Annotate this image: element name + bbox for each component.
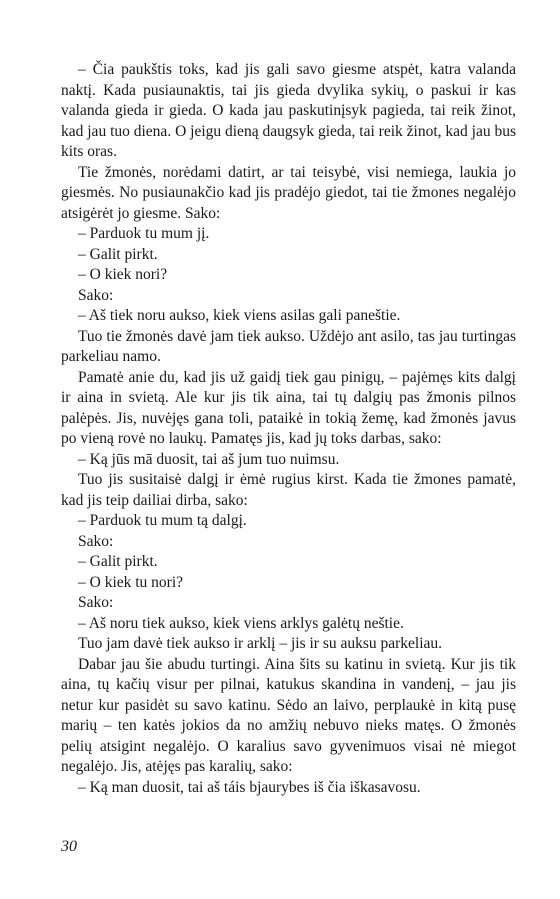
dialog-line: – Parduok tu mum tą dalgį. [78, 512, 247, 529]
dialog-line: – Aš noru tiek aukso, kiek viens arklys galėtų neštie. [78, 614, 404, 632]
paragraph: Tuo tie žmonės davė jam tiek aukso. Uždėjo ant asilo, tas jau turtingas parkeliau namo. [61, 327, 516, 365]
dialog-line: Sako: [78, 532, 114, 550]
dialog-line: – Galit pirkt. [78, 245, 158, 263]
paragraph: Tuo jis susitaisė dalgį ir ėmė rugius kirst. Kada tie žmones pamatė, kad jis teip dailiai dirba, sako: [61, 471, 516, 509]
paragraph: Tie žmonės, norėdami datirt, ar tai teisybė, visi nemiega, laukia jo giesmės. No pusiaunakčio kad jis pradėjo giedot, tai tie žmones negalėjo atsigėrėt jo giesme. Sako: [61, 163, 516, 222]
paragraph: Tuo jam davė tiek aukso ir arklį – jis ir su auksu parkeliau. [78, 635, 443, 652]
paragraph: Pamatė anie du, kad jis už gaidį tiek gau pinigų, – pajėmęs kits dalgį ir aina in svietą. Ale kur jis tik aina, tai tų dalgių pas žmonis pilnos palėpės. Jis, nuvėjęs gana toli, pataikė in tokią žemę, kad žmonės javus po vieną rovė no laukų. Pamatęs jis, kad jų toks darbas, sako: [61, 368, 516, 447]
paragraph: Dabar jau šie abudu turtingi. Aina šits su katinu in svietą. Kur jis tik aina, tų kačių visur per pilnai, katukus skandina in vandenį, – jau jis netur kur pasidėt su savo katinu. Sėdo an laivo, perplaukė in kitą pusę marių – ten katės jokios da no amžių nebuvo nieks matęs. O žmonės pelių atsigint negalėjo. O karalius savo gyvenimuos visai nė miegot negalėjo. Jis, atėjęs pas karalių, sako: [61, 655, 516, 775]
dialog-line: Sako: [78, 286, 114, 304]
dialog-line: – Ką jūs mā duosit, tai aš jum tuo nuimsu. [78, 450, 340, 468]
dialog-line: Sako: [78, 594, 114, 611]
dialog-line: – O kiek nori? [78, 266, 168, 283]
dialog-line: – Galit pirkt. [78, 553, 158, 570]
dialog-line: – O kiek tu nori? [78, 573, 184, 591]
paragraph: – Čia paukštis toks, kad jis gali savo giesme atspėt, katra valanda naktį. Kada pusiaunaktis, tai jis gieda dvylika sykių, o paskui ir kas valanda gieda ir gieda. O kada jau paskutinįsyk pagieda, tai reik žinot, kad jau tuo diena. O jeigu dieną daugsyk gieda, tai reik žinot, kad jau bus kits oras. [61, 61, 516, 160]
dialog-line: – Parduok tu mum jį. [78, 225, 210, 242]
page-number: 30 [61, 838, 77, 855]
page-body-text [61, 60, 516, 798]
dialog-line: – Aš tiek noru aukso, kiek viens asilas gali paneštie. [78, 307, 401, 324]
dialog-line: – Ką man duosit, tai aš táis bjaurybes iš čia iškasavosu. [78, 778, 421, 796]
